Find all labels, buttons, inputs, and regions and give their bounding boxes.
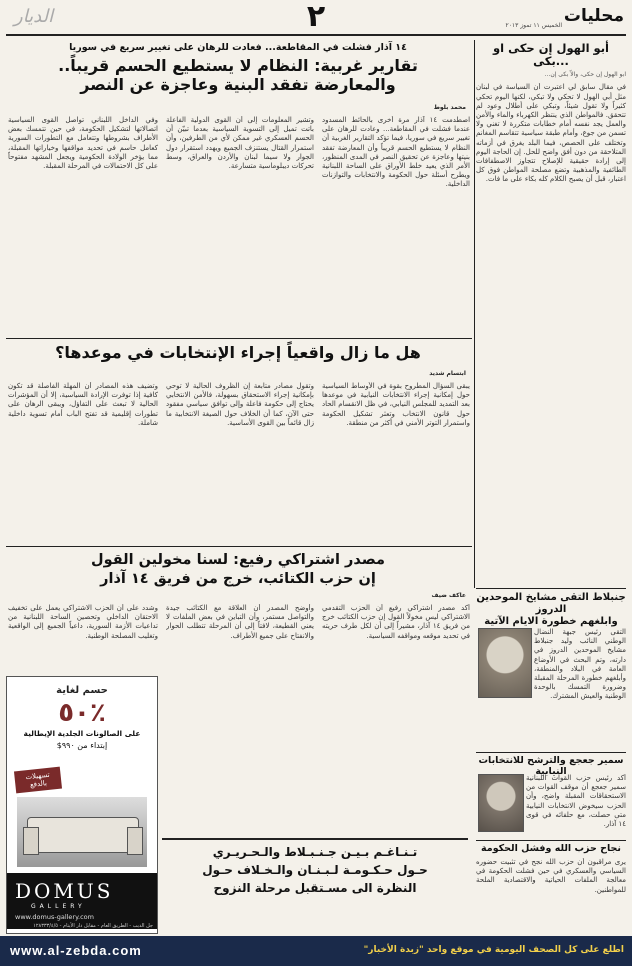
elections-col-1: يبقى السؤال المطروح بقوة في الأوساط السياسية حول إمكانية إجراء الانتخابات النيابية في موعدها بعد التمديد للمجلس النيابي، في ظل الانقسام الحاد حول قانون الانتخاب وتعثر تشكيل الحكومة واستمرار التوتر الأمني في أكثر من منطقة. bbox=[322, 382, 470, 427]
elections-headline: هل ما زال واقعياً إجراء الإنتخابات في موعدها؟ bbox=[55, 343, 421, 362]
sphinx-body: في مقال سابق لي اعتبرت أن السياسة في لبنان مثل أبي الهول لا تحكي ولا تبكي، لكنها اليوم تحكي كثيراً ولا تقول شيئاً، وتبكي على أطلال وعود لم تتحقق. فالمواطن الذي ينتظر الكهرباء والماء والأمن والعمل يجد نفسه أمام خطابات متكررة لا تغني ولا تسمن من جوع، وأمام طبقة سياسية تتقاسم المغانم وتختلف على الحصص، فيما البلد يغرق في أزماته المتلاحقة من دون أفق واضح للحل. إن الحاجة اليوم إلى إرادة حقيقية للإصلاح تتجاوز الاصطفافات الطائفية والمذهبية وتضع مصلحة المواطن فوق كل اعتبار، قبل أن يصبح الكلام كله بكاء على ما فات. bbox=[476, 83, 626, 184]
kataeb-col-3: وشدد على أن الحزب الاشتراكي يعمل على تخفيف الاحتقان الداخلي وتحصين الساحة اللبنانية من تداعيات الأزمة السورية، داعياً الجميع إلى الواقعية وتغليب المصلحة الوطنية. bbox=[8, 604, 158, 640]
geagea-headline: سمير جعجع والترشح للانتخابات النيابية bbox=[478, 755, 624, 777]
advert-price: إبتداء من ٩٩٠$ bbox=[56, 741, 108, 751]
elections-col-2: وتقول مصادر متابعة إن الظروف الحالية لا توحي بإمكانية إجراء الاستحقاق بسهولة، فالأمن الانتخابي يحتاج إلى حكومة فاعلة وإلى توافق سياسي مفقود حتى الآن، كما أن الخلاف حول الصيغة الانتخابية ما زال قائماً بين القوى الأساسية. bbox=[166, 382, 314, 427]
advert-subline: على الصالونات الجلدية الإيطالية bbox=[23, 729, 141, 739]
advert-brand: DOMUS bbox=[15, 879, 114, 903]
main-story bbox=[6, 40, 470, 336]
hezbollah-headline: نجاح حزب الله وفشل الحكومة bbox=[481, 843, 621, 854]
geagea-photo bbox=[478, 774, 524, 832]
advert-website[interactable]: www.domus-gallery.com bbox=[15, 913, 94, 921]
kataeb-headline-2: إن حزب الكتائب، خرج من فريق ١٤ آذار bbox=[100, 570, 376, 587]
feature-banner bbox=[162, 838, 468, 936]
advert-badge: تسهيلات بالدفع bbox=[14, 767, 62, 794]
advert-headline: حسم لغاية bbox=[56, 685, 108, 696]
banner-line-1: تـنـاغـم بـيـن جـنـبـلاط والـحـريـري bbox=[212, 845, 418, 859]
druze-story bbox=[476, 590, 626, 750]
main-byline: محمد بلوط bbox=[433, 104, 466, 111]
issue-date: الخميس ١١ تموز ٢٠١٣ bbox=[505, 22, 562, 29]
banner-line-3: النظرة الى مسـتقبل مرحلة النزوح bbox=[213, 880, 417, 895]
kataeb-col-1: أكد مصدر اشتراكي رفيع أن الحزب التقدمي الاشتراكي ليس مخولاً القول إن حزب الكتائب خرج من فريق ١٤ آذار، مشيراً إلى أن لكل طرف حريته في تحديد موقعه ومواقفه السياسية. bbox=[322, 604, 470, 640]
footer-band bbox=[0, 936, 632, 966]
page-number: ٢ bbox=[306, 0, 326, 34]
banner-line-2: حـول حـكـومـة لـبـنـان والـخـلاف حـول bbox=[202, 862, 428, 877]
main-kicker: ١٤ آذار فشلت في المقاطعة... فعادت للرهان على تغيير سريع في سوريا bbox=[69, 42, 407, 53]
advert-address: جل الديب - الطريق العام - مقابل دار الأيتام - ١٢٨٣٣٣/٤/٥ bbox=[33, 923, 153, 929]
sofa-image bbox=[17, 797, 147, 867]
elections-col-3: وتضيف هذه المصادر أن المهلة الفاصلة قد تكون كافية إذا توفرت الإرادة السياسية، إلا أن المؤشرات الحالية لا تبعث على التفاؤل، ويبقى الرهان على تطورات إقليمية قد تفتح الباب أمام تسوية داخلية شاملة. bbox=[8, 382, 158, 427]
geagea-story bbox=[476, 754, 626, 838]
elections-byline: ابتسام شديد bbox=[429, 370, 466, 377]
advert-brand-sub: GALLERY bbox=[31, 903, 86, 910]
main-headline-1: تقارير غربية: النظام لا يستطيع الحسم قريباً.. bbox=[58, 55, 418, 75]
jumblatt-photo bbox=[478, 628, 532, 698]
main-headline-2: والمعارضة تفقد البنية وعاجزة عن النصر bbox=[80, 75, 396, 95]
masthead bbox=[0, 0, 632, 40]
kataeb-col-2: وأوضح المصدر أن العلاقة مع الكتائب جيدة والتواصل مستمر، وأن التباين في بعض الملفات لا يعني القطيعة، لافتاً إلى أن المرحلة تتطلب الحوار والانفتاح على جميع الأطراف. bbox=[166, 604, 314, 640]
footer-promo: اطلع على كل الصحف اليومية في موقع واحد "زبدة الأخبار" bbox=[363, 945, 624, 955]
kataeb-headline-1: مصدر اشتراكي رفيع: لسنا مخولين القول bbox=[91, 552, 385, 568]
advert-domus[interactable] bbox=[6, 676, 158, 934]
geagea-body: أكد رئيس حزب القوات اللبنانية سمير جعجع أن موقف القوات من الاستحقاقات المقبلة واضح، وأن الحزب سيخوض الانتخابات النيابية متى حصلت، مع حلفائه في قوى ١٤ آذار. bbox=[526, 774, 626, 829]
advert-logo bbox=[7, 873, 157, 929]
hezbollah-story bbox=[476, 842, 626, 932]
druze-headline-2: وابلغهم خطورة الايام الآتية bbox=[484, 616, 618, 627]
advert-percent: ٪٥٠ bbox=[58, 697, 106, 728]
kataeb-byline: عاكف ضيف bbox=[431, 592, 466, 599]
main-col-1: اصطدمت ١٤ آذار مرة أخرى بالحائط المسدود عندما فشلت في المقاطعة... وعادت للرهان على تغيير سريع في سوريا، فيما تؤكد التقارير الغربية أن النظام لا يستطيع الحسم قريباً وأن المعارضة تفقد بنيتها وعاجزة عن تحقيق النصر في المدى المنظور، الأمر الذي يعيد خلط الأوراق على الساحة اللبنانية ويطرح أسئلة حول الحكومة والانتخابات والتوازنات الداخلية. bbox=[322, 116, 470, 189]
sphinx-byline: ابو الهول إن حكى، والاّ بكى إن... bbox=[544, 71, 626, 79]
main-col-2: وتشير المعلومات إلى أن القوى الدولية الفاعلة باتت تميل إلى التسوية السياسية بعدما تبيّن أن الحسم العسكري غير ممكن لأي من الطرفين، وأن استمرار القتال يستنزف الجميع ويهدد استقرار دول الجوار ولا سيما لبنان والأردن والعراق، وسط تحركات ديبلوماسية متسارعة. bbox=[166, 116, 314, 171]
masthead-logo: الديار bbox=[14, 6, 54, 27]
druze-headline-1: جنبلاط التقى مشايخ الموحدين الدروز bbox=[476, 592, 626, 615]
main-col-3: وفي الداخل اللبناني تواصل القوى السياسية اتصالاتها لتشكيل الحكومة، في حين تتمسك بعض الأطراف بشروطها وتتعامل مع التطورات السورية كعامل حاسم في تحديد مواقفها وخياراتها المقبلة، مما يؤخر الولادة الحكومية ويجعل المشهد مفتوحاً على كل الاحتمالات في المرحلة المقبلة. bbox=[8, 116, 158, 171]
sphinx-headline: أبو الهول إن حكى او ...بكى bbox=[493, 41, 609, 69]
section-title: محليات bbox=[563, 6, 624, 26]
footer-site[interactable]: www.al-zebda.com bbox=[10, 943, 142, 958]
elections-story bbox=[6, 340, 470, 544]
hezbollah-body: يرى مراقبون أن حزب الله نجح في تثبيت حضوره السياسي والعسكري في حين فشلت الحكومة في معالجة الملفات الحياتية والاقتصادية الملحة للمواطنين. bbox=[476, 857, 626, 894]
column-sphinx bbox=[476, 40, 626, 586]
druze-body: التقى رئيس جبهة النضال الوطني النائب وليد جنبلاط مشايخ الموحدين الدروز في دارته، وتم البحث في الأوضاع العامة في البلاد والمنطقة، وأبلغهم خطورة المرحلة المقبلة وضرورة التمسك بالوحدة الوطنية والعيش المشترك. bbox=[534, 628, 626, 701]
